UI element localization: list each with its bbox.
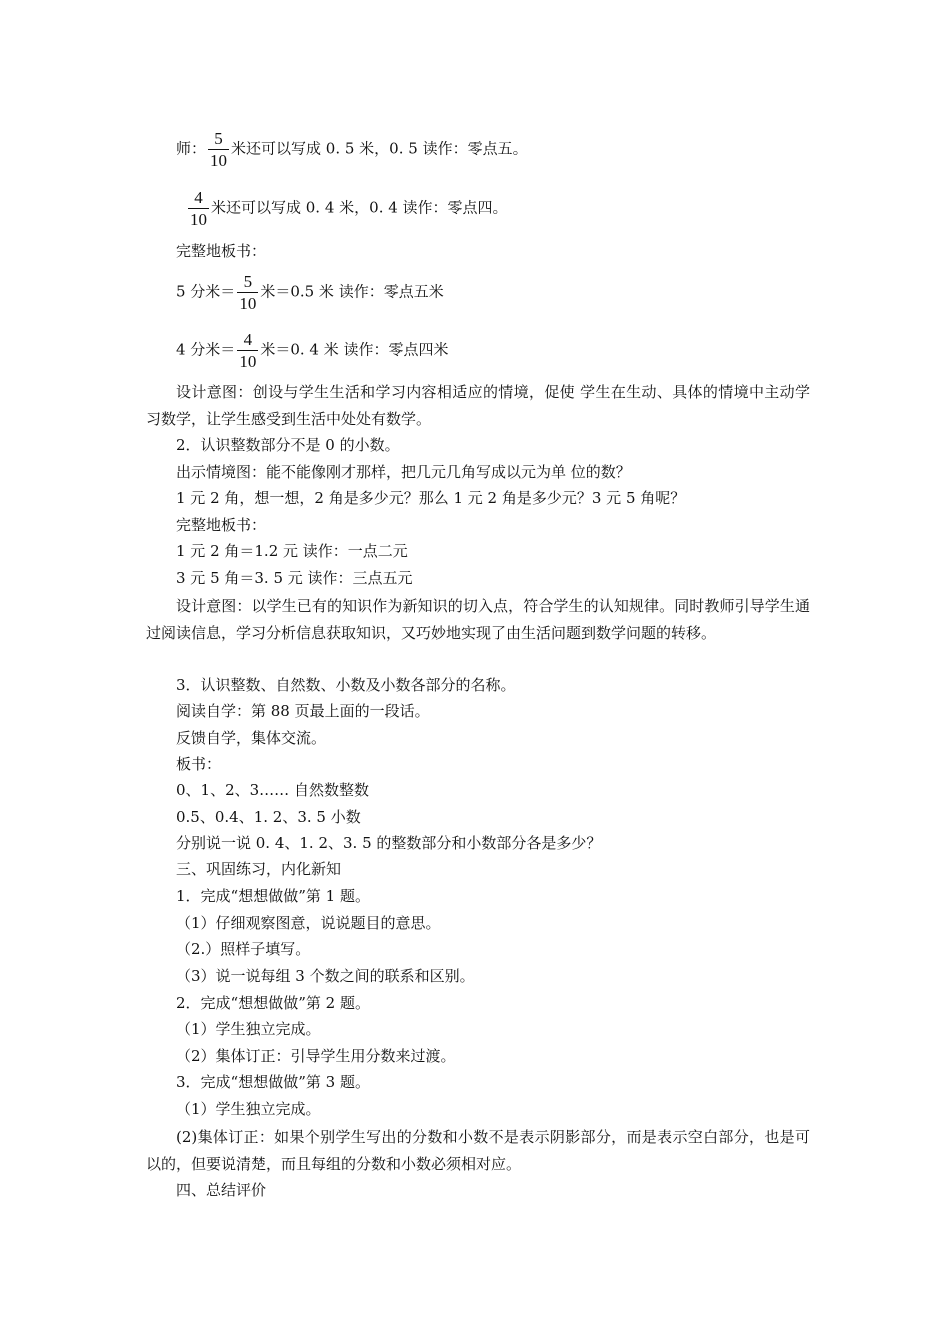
denominator: 10: [239, 352, 257, 371]
exercise-3-a: （1）学生独立完成。: [176, 1100, 321, 1118]
section-2-heading: 2．认识整数部分不是 0 的小数。: [176, 436, 400, 454]
part-3-heading: 三、巩固练习，内化新知: [176, 860, 342, 878]
line-prefix: 师：: [176, 139, 207, 158]
decimal-line: 0.5、0.4、1. 2、3. 5 小数: [176, 808, 361, 826]
design-intent-1: 设计意图：创设与学生生活和学习内容相适应的情境，促使 学生在生动、具体的情境中主动学习数学，让学生感受到生活中处处有数学。: [146, 383, 810, 428]
reading-line: 阅读自学：第 88 页最上面的一段话。: [176, 702, 430, 720]
fraction: [208, 129, 229, 170]
line-prefix: 5 分米＝: [176, 282, 236, 301]
fraction: [188, 188, 209, 229]
exercise-1: 1．完成“想想做做”第 1 题。: [176, 887, 370, 905]
numerator: 5: [243, 272, 253, 291]
fraction-line-4: [176, 330, 448, 371]
line-prefix: 4 分米＝: [176, 340, 236, 359]
fraction: [237, 272, 258, 313]
feedback-line: 反馈自学，集体交流。: [176, 729, 327, 747]
part-4-heading: 四、总结评价: [176, 1181, 267, 1199]
fraction-line-2: [186, 188, 508, 229]
design-intent-2: 设计意图：以学生已有的知识作为新知识的切入点，符合学生的认知规律。同时教师引导学生通过阅读信息，学习分析信息获取知识，又巧妙地实现了由生活问题到数学问题的转移。: [146, 597, 810, 642]
exercise-2-b: （2）集体订正：引导学生用分数来过渡。: [176, 1047, 456, 1065]
fraction: [237, 330, 258, 371]
exercise-3-b: (2)集体订正：如果个别学生写出的分数和小数不是表示阴影部分，而是表示空白部分，也是可以的，但要说清楚，而且每组的分数和小数必须相对应。: [146, 1128, 810, 1173]
line-suffix: 米＝0. 4 米 读作：零点四米: [260, 340, 449, 359]
line-suffix: 米还可以写成 0. 5 米，0. 5 读作：零点五。: [231, 139, 528, 158]
yuan-line-1: 1 元 2 角＝1.2 元 读作：一点二元: [176, 542, 408, 560]
section-3-heading: 3．认识整数、自然数、小数及小数各部分的名称。: [176, 676, 516, 694]
exercise-1-b: （2.）照样子填写。: [176, 940, 311, 958]
exercise-2-a: （1）学生独立完成。: [176, 1020, 321, 1038]
natural-number-line: 0、1、2、3…… 自然数整数: [176, 781, 369, 799]
exercise-1-c: （3）说一说每组 3 个数之间的联系和区别。: [176, 967, 475, 985]
board-label-2: 完整地板书：: [176, 516, 267, 534]
question-line: 1 元 2 角，想一想，2 角是多少元？那么 1 元 2 角是多少元？3 元 5 角呢？: [176, 489, 686, 507]
line-suffix: 米还可以写成 0. 4 米，0. 4 读作：零点四。: [211, 198, 508, 217]
board-label-1: 完整地板书：: [176, 242, 267, 260]
denominator: 10: [210, 151, 228, 170]
denominator: 10: [239, 294, 257, 313]
yuan-line-2: 3 元 5 角＝3. 5 元 读作：三点五元: [176, 569, 413, 587]
denominator: 10: [190, 210, 207, 229]
numerator: 4: [194, 188, 203, 207]
fraction-line-1: [176, 129, 528, 170]
show-situation: 出示情境图：能不能像刚才那样，把几元几角写成以元为单 位的数？: [176, 463, 631, 481]
exercise-2: 2．完成“想想做做”第 2 题。: [176, 994, 370, 1012]
exercise-1-a: （1）仔细观察图意，说说题目的意思。: [176, 914, 441, 932]
numerator: 4: [243, 330, 253, 349]
board-label-3: 板书：: [176, 755, 222, 773]
fraction-line-3: [176, 272, 444, 313]
ask-line: 分别说一说 0. 4、1. 2、3. 5 的整数部分和小数部分各是多少？: [176, 834, 602, 852]
line-suffix: 米＝0.5 米 读作：零点五米: [260, 282, 444, 301]
numerator: 5: [214, 129, 223, 148]
exercise-3: 3．完成“想想做做”第 3 题。: [176, 1073, 370, 1091]
